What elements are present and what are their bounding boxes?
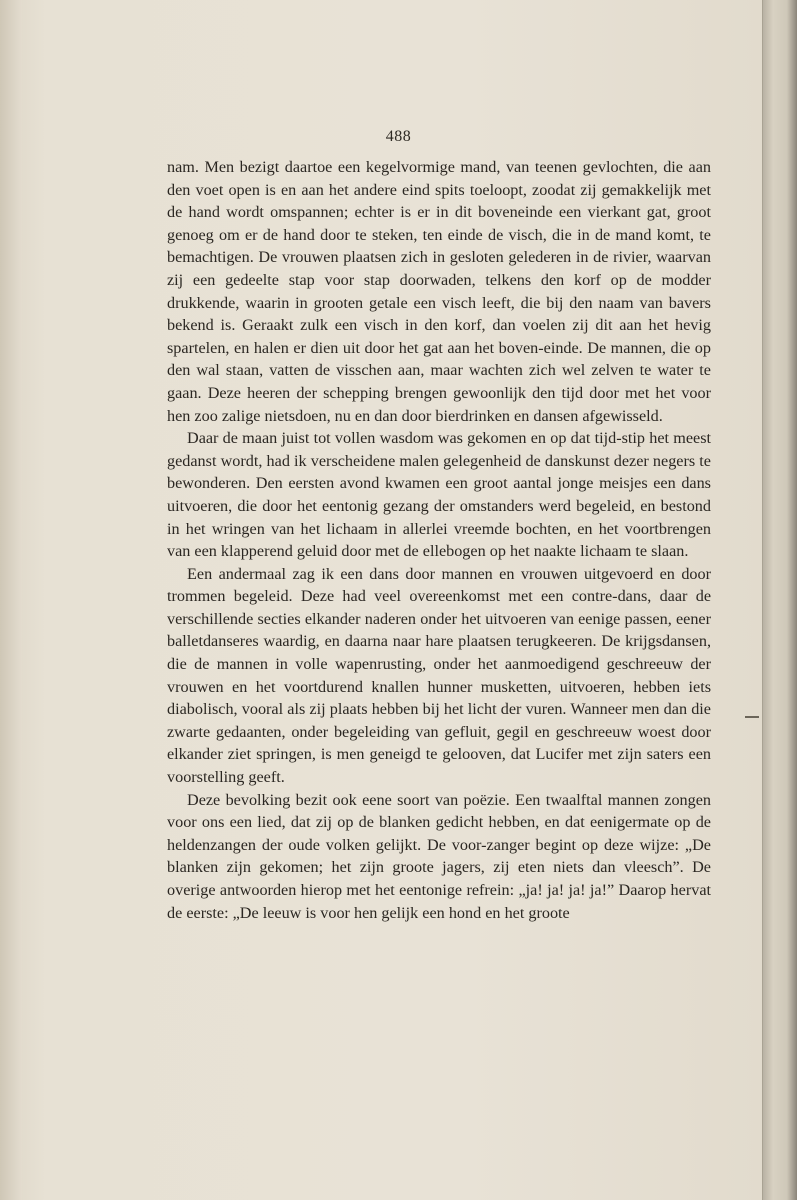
- page-number: 488: [385, 128, 412, 145]
- paragraph: Daar de maan juist tot vollen wasdom was gekomen en op dat tijd-stip het meest gedanst wordt, had ik verscheidene malen gelegenheid de danskunst dezer negers te bewonderen. Den eersten avond kwamen een groot aantal jonge meisjes een dans uitvoeren, die door het eentonig gezang der omstanders werd begeleid, en bestond in het wringen van het lichaam in allerlei vreemde bochten, en het voortbrengen van een klapperend geluid door met de ellebogen op het naakte lichaam te slaan.: [167, 429, 711, 561]
- page-gutter: [0, 0, 22, 1200]
- page-edge: [762, 0, 797, 1200]
- paragraph: Een andermaal zag ik een dans door mannen en vrouwen uitgevoerd en door trommen begeleid. Deze had veel overeenkomst met een contre-dans, daar de verschillende secties elkander naderen onder het uitvoeren van eenige passen, eener balletdanseres waardig, en daarna naar hare plaatsen terugkeeren. De krijgsdansen, die de mannen in volle wapenrusting, onder het aanmoedigend geschreeuw der vrouwen en het voortdurend knallen hunner musketten, uitvoeren, hebben iets diabolisch, vooral als zij plaats hebben bij het licht der vuren. Wanneer men dan die zwarte gedaanten, onder begeleiding van gefluit, gegil en geschreeuw woest door elkander ziet springen, is men geneigd te gelooven, dat Lucifer met zijn saters een voorstelling geeft.: [167, 564, 711, 787]
- body-text: [167, 156, 711, 924]
- paragraph: Deze bevolking bezit ook eene soort van poëzie. Een twaalftal mannen zongen voor ons een lied, dat zij op de blanken gedicht hebben, en dat eenigermate op de heldenzangen der oude volken gelijkt. De voor-zanger begint op deze wijze: „De blanken zijn gekomen; het zijn groote jagers, zij eten niets dan vleesch”. De overige antwoorden hierop met het eentonige refrein: „ja! ja! ja! ja!” Daarop hervat de eerste: „De leeuw is voor hen gelijk een hond en het groote: [167, 790, 711, 922]
- paragraph: nam. Men bezigt daartoe een kegelvormige mand, van teenen gevlochten, die aan den voet open is en aan het andere eind spits toeloopt, zoodat zij gemakkelijk met de hand wordt omspannen; echter is er in dit boveneinde een vierkant gat, groot genoeg om er de hand door te steken, ten einde de visch, die in de mand komt, te bemachtigen. De vrouwen plaatsen zich in gesloten gelederen in de rivier, waarvan zij een gedeelte stap voor stap doorwaden, telkens den korf op de modder drukkende, waarin in grooten getale een visch leeft, die bij den naam van bavers bekend is. Geraakt zulk een visch in den korf, dan voelen zij dit aan het hevig spartelen, en halen er dien uit door het gat aan het boven-einde. De mannen, die op den wal staan, vatten de visschen aan, maar wachten zich wel zelven te water te gaan. Deze heeren der schepping brengen gewoonlijk den tijd door met het voor hen zoo zalige nietsdoen, nu en dan door bierdrinken en dansen afgewisseld.: [167, 158, 711, 425]
- margin-mark: [745, 716, 759, 718]
